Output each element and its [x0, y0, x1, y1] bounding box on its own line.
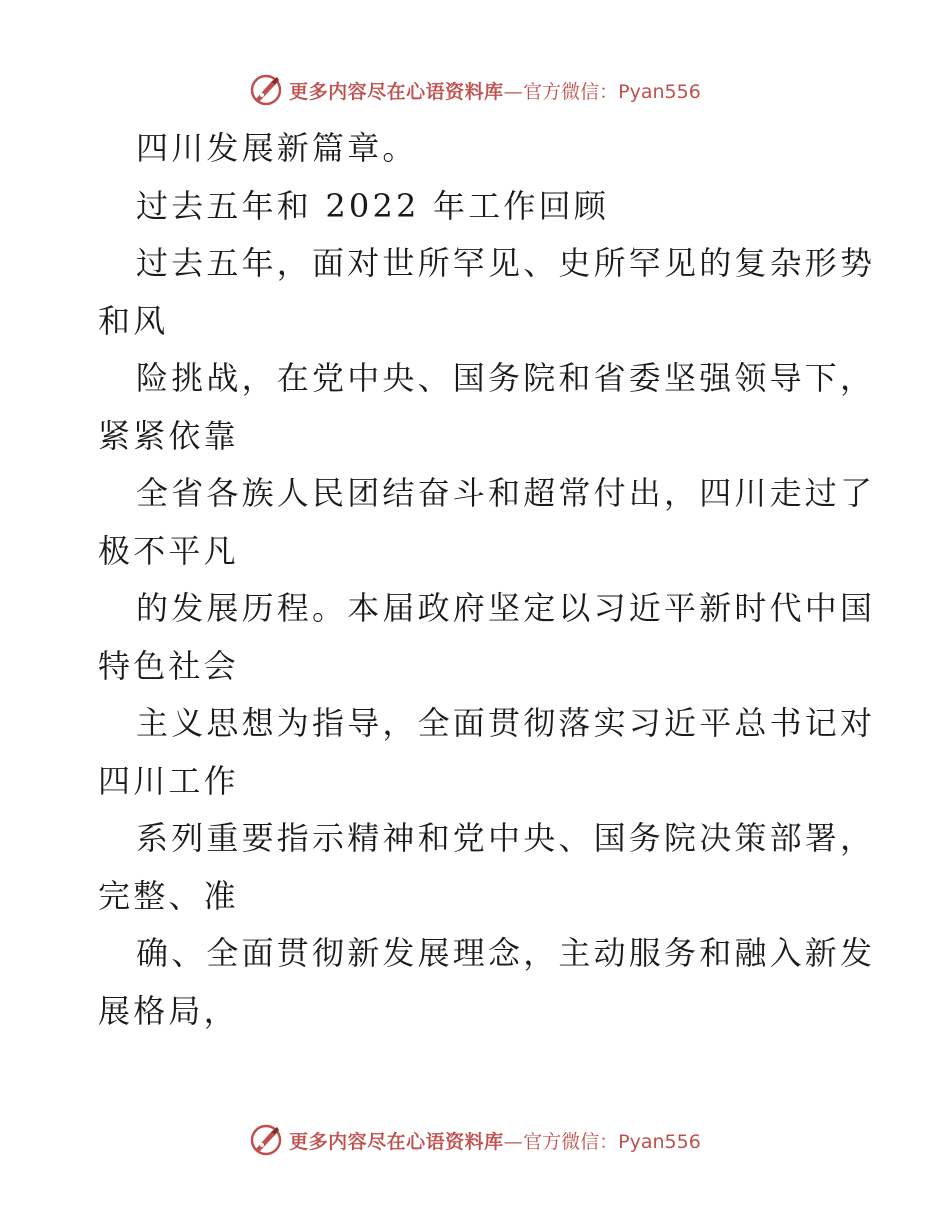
text-line: 主义思想为指导，全面贯彻落实习近平总书记对 — [136, 704, 876, 742]
text-line: 完整、准 — [98, 876, 239, 915]
text-line: 和风 — [98, 301, 169, 340]
text-line: 极不平凡 — [98, 531, 239, 570]
text-line: 四川工作 — [98, 761, 239, 800]
text-line: 险挑战，在党中央、国务院和省委坚强领导下， — [136, 359, 876, 397]
banner-text: 更多内容尽在心语资料库— — [289, 80, 524, 103]
text-line: 确、全面贯彻新发展理念，主动服务和融入新发 — [136, 934, 876, 972]
banner-wechat: 官方微信：Pyan556 — [523, 80, 701, 103]
document-body — [98, 120, 876, 1040]
text-line: 过去五年，面对世所罕见、史所罕见的复杂形势 — [136, 244, 876, 282]
section-heading: 过去五年和 2022 年工作回顾 — [136, 186, 609, 225]
text-line: 特色社会 — [98, 646, 239, 685]
text-line: 四川发展新篇章。 — [136, 129, 418, 167]
quill-pen-logo-icon — [249, 1123, 283, 1157]
text-line: 展格局， — [98, 991, 239, 1030]
text-line: 的发展历程。本届政府坚定以习近平新时代中国 — [136, 589, 876, 627]
text-line: 紧紧依靠 — [98, 416, 239, 455]
banner-wechat: 官方微信：Pyan556 — [523, 1130, 701, 1153]
text-line: 全省各族人民团结奋斗和超常付出，四川走过了 — [136, 474, 876, 512]
banner-text: 更多内容尽在心语资料库— — [289, 1130, 524, 1153]
quill-pen-logo-icon — [249, 73, 283, 107]
header-banner — [0, 70, 950, 110]
text-line: 系列重要指示精神和党中央、国务院决策部署， — [136, 819, 876, 857]
footer-banner — [0, 1120, 950, 1160]
